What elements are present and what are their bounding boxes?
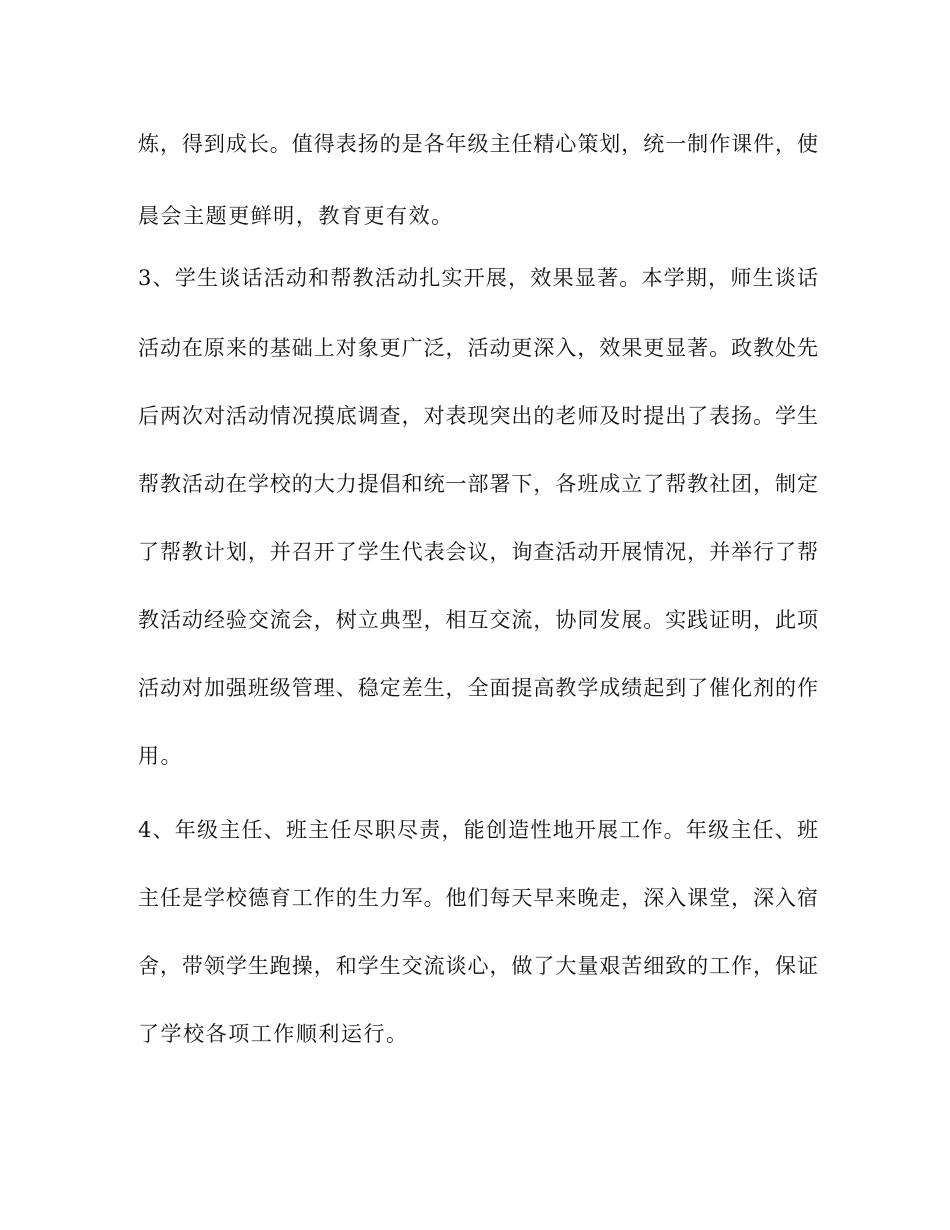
text-line: 晨会主题更鲜明，教育更有效。 xyxy=(138,204,454,228)
text-line: 4、年级主任、班主任尽职尽责，能创造性地开展工作。年级主任、班 xyxy=(138,818,818,842)
text-line: 用。 xyxy=(138,744,184,768)
text-line: 舍，带领学生跑操，和学生交流谈心，做了大量艰苦细致的工作，保证 xyxy=(138,954,818,978)
text-line: 后两次对活动情况摸底调查，对表现突出的老师及时提出了表扬。学生 xyxy=(138,404,818,428)
text-line: 了帮教计划，并召开了学生代表会议，询查活动开展情况，并举行了帮 xyxy=(138,540,818,564)
text-line: 炼，得到成长。值得表扬的是各年级主任精心策划，统一制作课件，使 xyxy=(138,132,818,156)
text-line: 帮教活动在学校的大力提倡和统一部署下，各班成立了帮教社团，制定 xyxy=(138,472,818,496)
text-line: 教活动经验交流会，树立典型，相互交流，协同发展。实践证明，此项 xyxy=(138,608,818,632)
text-line: 了学校各项工作顺利运行。 xyxy=(138,1022,409,1046)
text-line: 3、学生谈话活动和帮教活动扎实开展，效果显著。本学期，师生谈话 xyxy=(138,266,818,290)
text-line: 活动在原来的基础上对象更广泛，活动更深入，效果更显著。政教处先 xyxy=(138,336,818,360)
text-line: 主任是学校德育工作的生力军。他们每天早来晚走，深入课堂，深入宿 xyxy=(138,886,818,910)
text-line: 活动对加强班级管理、稳定差生，全面提高教学成绩起到了催化剂的作 xyxy=(138,676,818,700)
